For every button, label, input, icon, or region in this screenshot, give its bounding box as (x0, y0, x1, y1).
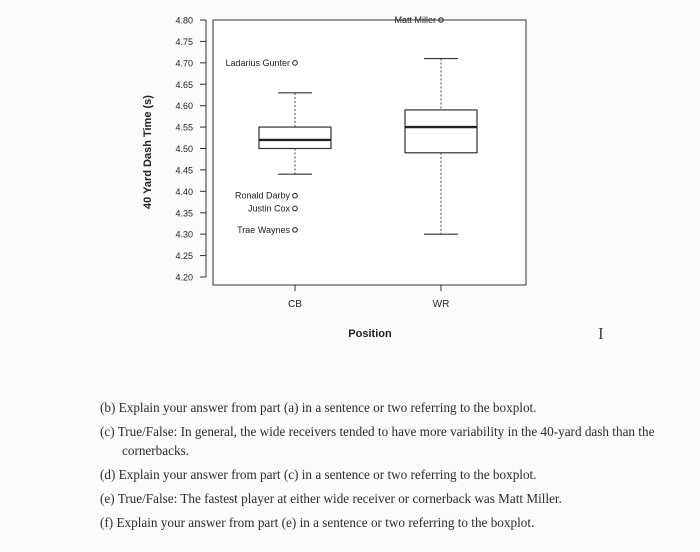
iqr-box (259, 127, 331, 148)
y-tick-label: 4.65 (175, 79, 193, 90)
y-tick-label: 4.35 (175, 208, 193, 219)
x-tick-label: WR (432, 299, 450, 310)
question-d: (d) Explain your answer from part (c) in a sentence or two referring to the boxplot. (100, 467, 537, 482)
y-tick-label: 4.50 (175, 144, 193, 154)
question-f: (f) Explain your answer from part (e) in a sentence or two referring to the boxplot. (100, 515, 535, 530)
y-tick-label: 4.55 (175, 122, 193, 133)
y-tick-label: 4.80 (175, 15, 193, 26)
question-c: (c) True/False: In general, the wide receivers tended to have more variability in the 40-yard dash than the cornerbacks. (100, 424, 655, 458)
y-axis (175, 16, 206, 283)
y-tick-label: 4.30 (175, 229, 193, 240)
y-axis-label: 40 Yard Dash Time (s) (142, 95, 154, 209)
y-tick-label: 4.40 (175, 186, 193, 197)
question-list (100, 398, 660, 537)
text-cursor-icon: I (598, 324, 604, 343)
question-e: (e) True/False: The fastest player at either wide receiver or cornerback was Matt Miller. (100, 491, 562, 506)
x-axis (213, 285, 526, 310)
outlier-label: Ladarius Gunter (225, 57, 290, 68)
y-tick-label: 4.75 (175, 36, 193, 47)
x-axis-label: Position (348, 328, 392, 340)
y-tick-label: 4.45 (175, 165, 193, 176)
iqr-box (405, 110, 477, 153)
y-tick-label: 4.20 (175, 272, 193, 283)
outlier-label: Trae Waynes (237, 224, 290, 235)
y-tick-label: 4.70 (175, 58, 193, 69)
outlier-label: Matt Miller (394, 15, 436, 25)
y-tick-label: 4.25 (175, 251, 193, 262)
x-tick-label: CB (288, 299, 302, 310)
question-b: (b) Explain your answer from part (a) in a sentence or two referring to the boxplot. (100, 400, 537, 415)
outlier-label: Ronald Darby (234, 190, 290, 201)
y-tick-label: 4.60 (175, 101, 193, 112)
outlier-label: Justin Cox (247, 203, 290, 214)
